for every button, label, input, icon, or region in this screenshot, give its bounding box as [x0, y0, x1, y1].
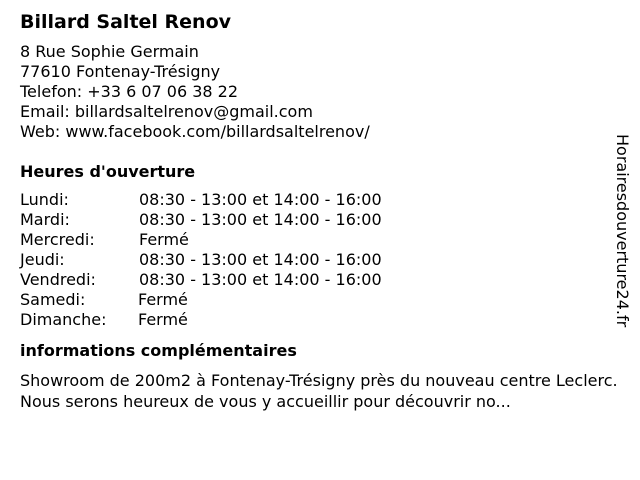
day-label: Jeudi: — [20, 250, 65, 269]
business-name: Billard Saltel Renov — [20, 11, 232, 33]
opening-hours-heading: Heures d'ouverture — [20, 162, 196, 181]
day-label: Mercredi: — [20, 230, 95, 249]
hours-row-friday — [20, 270, 620, 290]
hours-row-thursday — [20, 250, 620, 270]
hours-value: 08:30 - 13:00 et 14:00 - 16:00 — [139, 270, 382, 289]
business-card — [20, 8, 620, 412]
additional-info-heading: informations complémentaires — [20, 341, 297, 360]
day-label: Lundi: — [20, 190, 69, 209]
hours-row-monday — [20, 190, 620, 210]
street-address: 8 Rue Sophie Germain — [20, 42, 199, 61]
hours-row-wednesday — [20, 230, 620, 250]
hours-row-saturday — [20, 290, 620, 310]
hours-row-tuesday — [20, 210, 620, 230]
day-label: Vendredi: — [20, 270, 96, 289]
email-line: Email: billardsaltelrenov@gmail.com — [20, 102, 313, 121]
hours-value: Fermé — [138, 310, 188, 329]
day-label: Dimanche: — [20, 310, 107, 329]
day-label: Samedi: — [20, 290, 86, 309]
web-line: Web: www.facebook.com/billardsaltelrenov/ — [20, 122, 370, 141]
day-label: Mardi: — [20, 210, 70, 229]
hours-value: 08:30 - 13:00 et 14:00 - 16:00 — [139, 250, 382, 269]
site-watermark: Horairesdouverture24.fr — [613, 134, 632, 328]
postal-city: 77610 Fontenay-Trésigny — [20, 62, 221, 81]
hours-row-sunday — [20, 310, 620, 330]
phone-line: Telefon: +33 6 07 06 38 22 — [20, 82, 239, 101]
hours-value: 08:30 - 13:00 et 14:00 - 16:00 — [139, 190, 382, 209]
opening-hours-table — [20, 190, 620, 330]
address-block — [20, 42, 620, 142]
additional-info-text: Showroom de 200m2 à Fontenay-Trésigny près du nouveau centre Leclerc. Nous serons heureux de vous y accueillir pour découvrir no... — [20, 371, 618, 411]
hours-value: Fermé — [139, 230, 189, 249]
hours-value: 08:30 - 13:00 et 14:00 - 16:00 — [139, 210, 382, 229]
hours-value: Fermé — [138, 290, 188, 309]
